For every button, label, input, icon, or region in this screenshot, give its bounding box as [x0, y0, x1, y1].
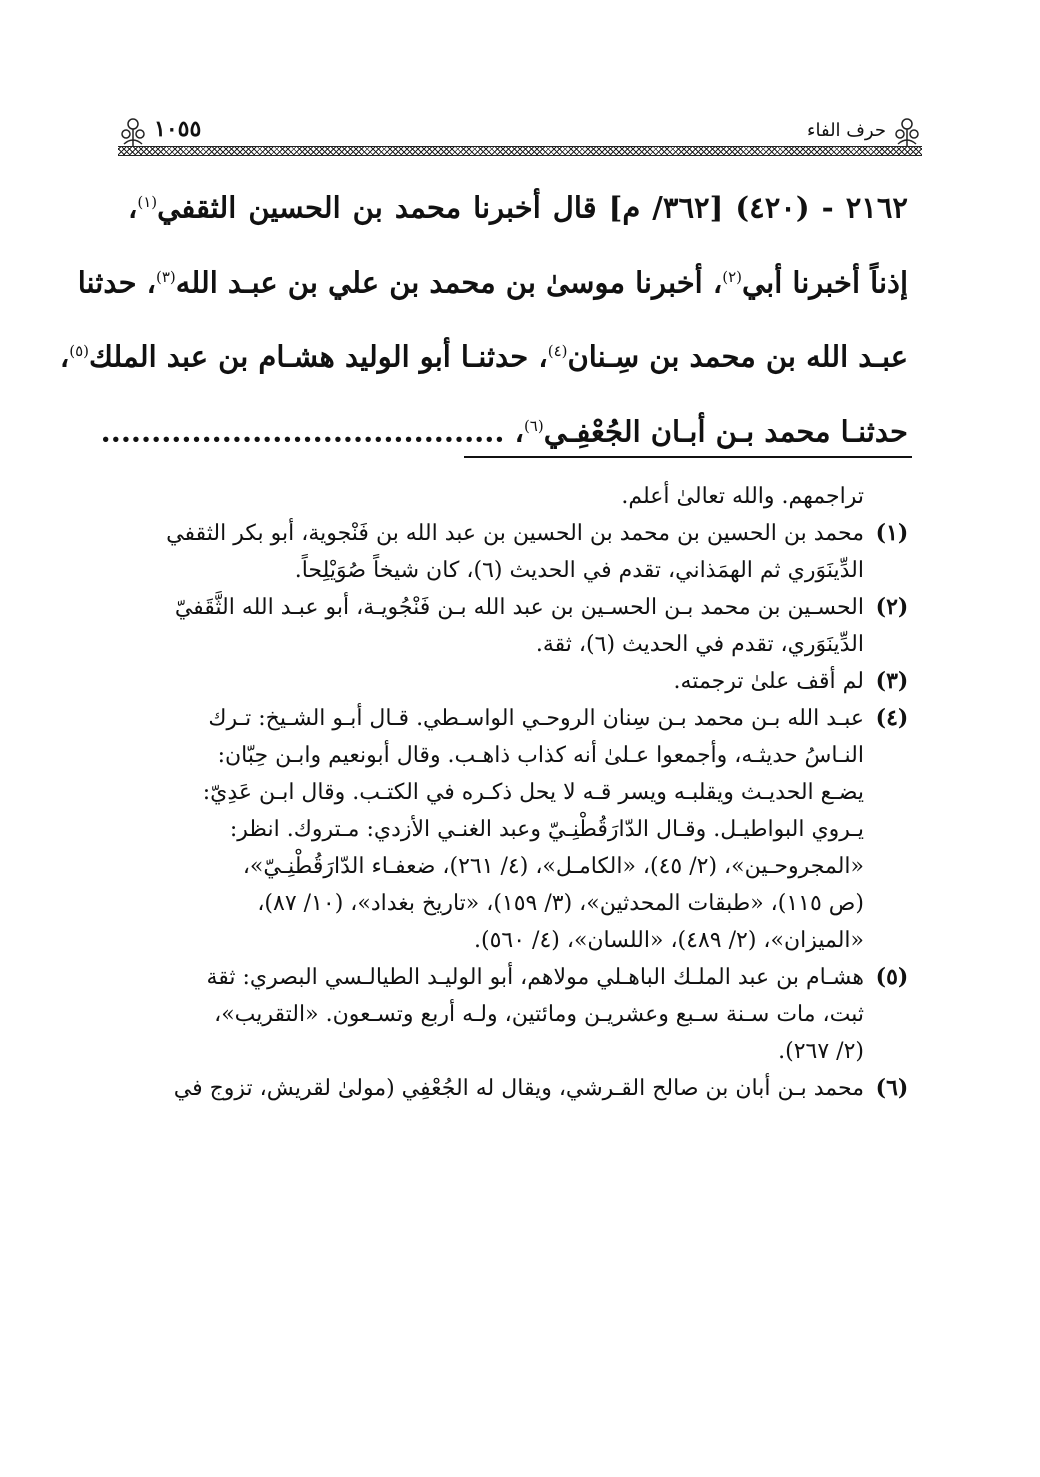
footnote-number: (٤): [875, 705, 909, 731]
footnote-ref: (٤): [547, 342, 568, 361]
footnote-number: (٥): [875, 964, 909, 990]
footnote-number: (٦): [875, 1075, 909, 1101]
footnote-number: (٢): [875, 594, 909, 620]
footnotes: [128, 478, 908, 1107]
main-line: إذناً أخبرنا أبي$^{(٢)}$، أخبرنا موسىٰ بن محمد بن علي بن عبـد الله$^{(٣)}$، حدثنا: [77, 265, 908, 300]
page-number: ١٠٥٥: [154, 116, 202, 142]
footnote-ref: (٢): [722, 267, 742, 286]
main-text: [59, 168, 908, 467]
footnote: (٦) محمد بـن أبان بن صالح القـرشي، ويقال له الجُعْفِي (مولىٰ لقريش، تزوج في: [128, 1070, 908, 1107]
footnote-ref: (٥): [69, 342, 89, 361]
main-line: ٢١٦٢ - (٤٢٠) [٣٦٢/ م] قال أخبرنا محمد بن الحسين الثقفي$^{(١)}$،: [128, 190, 908, 225]
footnote-continuation: تراجمهم. والله تعالىٰ أعلم.: [621, 484, 864, 509]
footnote-separator: [464, 456, 912, 458]
floral-ornament-icon: [892, 116, 922, 148]
footnote-ref: (٣): [155, 267, 176, 286]
footnote-number: (٣): [875, 668, 909, 694]
section-title: حرف الفاء: [807, 120, 886, 141]
page-header: [118, 112, 922, 162]
footnote: (٤) عبـد الله بـن محمد بـن سِنان الروحـي الواسـطي. قـال أبـو الشـيخ: تـرك النـاسُ حديثـه، وأجمعوا عـلىٰ أنه كذاب ذاهـب. وقال أبونعيم وابـن حِبّان: يضـع الحديـث ويقلبـه ويسر قـه لا يحل ذكـره في الكتـب. وقال ابـن عَدِيّ: يـروي البواطيـل. وقـال الدّارَقُطْنِـيّ وعبد الغنـي الأزدي: مـتروك. انظر: «المجروحـين»، (٢/ ٤٥)، «الكامـل»، (٤/ ٢٦١)، ضعفـاء الدّارَقُطْنِـيّ»، (ص ١١٥)، «طبقات المحدثين»، (٣/ ١٥٩)، «تاريخ بغداد»، (١٠/ ٨٧)، «الميزان»، (٢/ ٤٨٩)، «اللسان»، (٤/ ٥٦٠).: [128, 700, 908, 959]
header-rule: [118, 146, 922, 156]
footnote: (٥) هشـام بن عبد الملـك الباهـلي مولاهم، أبو الوليـد الطيالـسي البصري: ثقة ثبت، مات سـنة سـبع وعشريـن ومائتين، ولـه أربع وتسـعون. «التقريب»، (٢/ ٢٦٧).: [128, 959, 908, 1070]
footnote-ref: (١): [137, 193, 158, 211]
footnote: (١) محمد بن الحسين بن محمد بن الحسين بن عبد الله بن فَنْجوية، أبو بكر الثقفي الدِّينَوَري ثم الهمَذاني، تقدم في الحديث (٦)، كان شيخاً صُوَيْلِحاً.: [128, 515, 908, 589]
footnote-ref: (٦): [523, 416, 544, 435]
footnote: (٢) الحسـين بن محمد بـن الحسـين بن عبد الله بـن فَنْجُويـة، أبو عبـد الله الثَّقَفيّ الدِّينَوَري، تقدم في الحديث (٦)، ثقة.: [128, 589, 908, 663]
main-line: حدثنـا محمد بـن أبـان الجُعْفِـي$^{(٦)}$، ........................................: [100, 414, 908, 449]
main-line: عبـد الله بن محمد بن سِـنان$^{(٤)}$، حدثنـا أبو الوليد هشـام بن عبد الملك$^{(٥)}$،: [59, 339, 908, 374]
footnote: (٣) لم أقف علىٰ ترجمته.: [128, 663, 908, 700]
footnote-number: (١): [875, 520, 909, 546]
floral-ornament-icon: [118, 116, 148, 148]
